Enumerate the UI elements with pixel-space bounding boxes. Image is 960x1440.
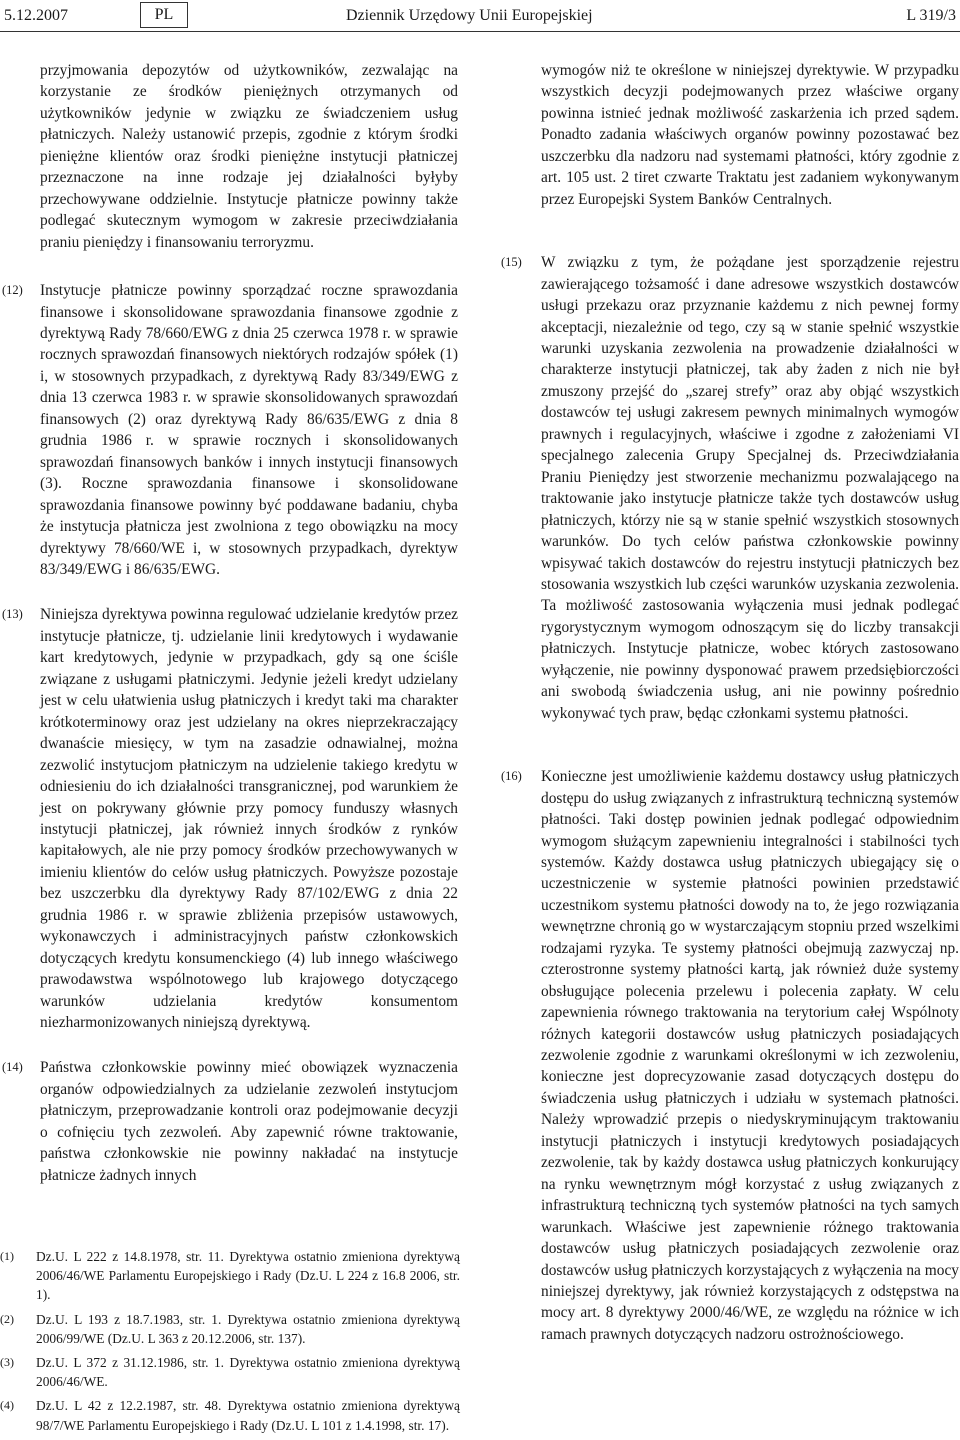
- recital-number: (16): [501, 769, 522, 784]
- recital-14: [2, 1057, 458, 1186]
- recital-number: (13): [2, 607, 23, 622]
- recital-continued-left: [40, 60, 458, 253]
- recital-text: Konieczne jest umożliwienie każdemu dostawcy usług płatniczych dostępu do usług związanych z infrastrukturą techniczną systemów płatności. Taki dostęp powinien jednak podlegać odpowiednim wymogom służącym zapewnieniu integralności i stabilności tych systemów. Każdy dostawca usług płatniczych ubiegający się o uczestniczenie w systemie płatności powinien przedstawić uczestnikom systemu płatności dowody na to, że jego rozwiązania wewnętrzne chronią go w wystarczającym stopniu przed wszelkimi rodzajami ryzyka. Te systemy płatności obejmują zazwyczaj np. czterostronne systemy płatności kartą, jak również duże systemy obsługujące polecenia przelewu i polecenia zapłaty. W celu zapewnienia równego traktowania na terytorium całej Wspólnoty różnych kategorii dostawców usług płatniczych posiadających zezwolenie zgodnie z warunkami określonymi w ich zezwoleniu, konieczne jest doprecyzowanie zasad dotyczących dostępu do świadczenia usług płatniczych i udziału w systemach płatności. Należy wprowadzić przepis o niedyskryminującym traktowaniu instytucji płatniczych i instytucji kredytowych posiadających zezwolenie, tak by każdy dostawca usług płatniczych konkurujący na rynku wewnętrznym mógł korzystać z usług związanych z infrastrukturą techniczną tych systemów płatności na tych samych warunkach. Właściwe jest zapewnienie różnego traktowania dostawców usług płatniczych posiadających zezwolenie oraz dostawców usług płatniczych korzystających z wyłączenia na mocy niniejszej dyrektywy, jak również korzystających z odstępstwa na mocy art. 8 dyrektywy 2000/46/WE, ze względu na różnice w ich ramach prawnych dotyczących nadzoru ostrożnościowego.: [541, 768, 959, 1343]
- publication-date: 5.12.2007: [4, 7, 68, 24]
- footnote-text: Dz.U. L 193 z 18.7.1983, str. 1. Dyrektywa ostatnio zmieniona dyrektywą 2006/99/WE (Dz.U. L 363 z 20.12.2006, str. 137).: [36, 1311, 460, 1346]
- recital-text: W związku z tym, że pożądane jest sporządzenie rejestru zawierającego tożsamość i dane adresowe wszystkich dostawców usługi przekazu oraz przyznanie każdemu z nich pewnej formy akceptacji, niezależnie od tego, czy są w stanie spełnić wszystkie warunki uzyskania zezwolenia na prowadzenie działalności w charakterze instytucji płatniczej, tak aby żaden z nich nie był zmuszony przejść do „szarej strefy” oraz aby objąć wszystkich dostawców tej usługi zakresem pewnych minimalnych wymogów prawnych i regulacyjnych, właściwe i zgodne z założeniami VI specjalnego zalecenia Grupy Specjalnej ds. Przeciwdziałania Praniu Pieniędzy jest stworzenie mechanizmu pozwalającego na traktowanie jako instytucje płatnicze także tych dostawców usług płatniczych, którzy nie są w stanie spełnić wszystkich stosownych warunków. Do tych celów państwa członkowskie powinny wpisywać takich dostawców do rejestru instytucji płatniczych bez stosowania wszystkich lub części warunków uzyskania zezwolenia. Ta możliwość zastosowania wyłączenia musi jednak podlegać rygorystycznym wymogom odnoszącym się do liczby transakcji płatniczych. Instytucje płatnicze, wobec których zastosowano wyłączenie, nie powinny dysponować prawem przedsiębiorczości ani swobodą świadczenia usług, ani nie powinny pośrednio wykonywać tych praw, będąc członkami systemu płatności.: [541, 254, 959, 722]
- recital-16: [501, 766, 959, 1345]
- recital-text: Państwa członkowskie powinny mieć obowiązek wyznaczenia organów odpowiedzialnych za udzielanie zezwoleń instytucjom płatniczym, przeprowadzanie kontroli oraz podejmowanie decyzji o cofnięciu tych zezwoleń. Aby zapewnić równe traktowanie, państwa członkowskie nie powinny nakładać na instytucje płatnicze żadnych innych: [40, 1059, 458, 1184]
- recital-continued-right: [541, 60, 959, 210]
- recital-13: [2, 604, 458, 1033]
- footnote-text: Dz.U. L 222 z 14.8.1978, str. 11. Dyrektywa ostatnio zmieniona dyrektywą 2006/46/WE Parlamentu Europejskiego i Rady (Dz.U. L 224 z 16.8 2006, str. 1).: [36, 1249, 460, 1303]
- footnote-mark: (3): [0, 1355, 14, 1370]
- footnotes: [0, 1247, 460, 1440]
- footnote: [0, 1310, 460, 1348]
- right-column: [501, 60, 959, 1369]
- page-number: L 319/3: [906, 7, 956, 24]
- recital-12: [2, 280, 458, 580]
- footnote-mark: (1): [0, 1249, 14, 1263]
- page-header: [0, 0, 960, 32]
- recital-15: [501, 252, 959, 724]
- left-column: [2, 60, 458, 1210]
- footnote-mark: (4): [0, 1398, 14, 1413]
- recital-text: przyjmowania depozytów od użytkowników, zezwalając na korzystanie ze środków pieniężnych otrzymanych od użytkowników jedynie w związku ze świadczeniem usług płatniczych. Należy ustanowić przepis, zgodnie z którym środki pieniężne klientów oraz środki pieniężne instytucji płatniczej przeznaczone na inne rodzaje jej działalności byłyby przechowywane oddzielnie. Instytucje płatnicze powinny także podlegać skutecznym wymogom w zakresie przeciwdziałania praniu pieniędzy i finansowaniu terroryzmu.: [40, 62, 458, 251]
- journal-title: Dziennik Urzędowy Unii Europejskiej: [346, 7, 593, 24]
- recital-text: Instytucje płatnicze powinny sporządzać roczne sprawozdania finansowe i skonsolidowane sprawozdania finansowe zgodnie z dyrektywą Rady 78/660/EWG z dnia 25 czerwca 1978 r. w sprawie rocznych sprawozdań finansowych niektórych rodzajów spółek (1) i, w stosownych przypadkach, z dyrektywą Rady 83/349/EWG z dnia 13 czerwca 1983 r. w sprawie skonsolidowanych sprawozdań finansowych (2) oraz dyrektywą Rady 86/635/EWG z dnia 8 grudnia 1986 r. w sprawie rocznych i skonsolidowanych sprawozdań finansowych banków i innych instytucji finansowych (3). Roczne sprawozdania finansowe i skonsolidowane sprawozdania finansowe powinny być poddawane badaniu, chyba że instytucja płatnicza jest zwolniona z tego obowiązku na mocy dyrektywy 78/660/WE i, w stosownych przypadkach, dyrektyw 83/349/EWG i 86/635/EWG.: [40, 282, 458, 578]
- footnote-mark: (2): [0, 1311, 14, 1326]
- footnote-text: Dz.U. L 42 z 12.2.1987, str. 48. Dyrektywa ostatnio zmieniona dyrektywą 98/7/WE Parlamentu Europejskiego i Rady (Dz.U. L 101 z 1.4.1998, str. 17).: [36, 1398, 460, 1433]
- footnote: [0, 1396, 460, 1434]
- recital-number: (15): [501, 255, 522, 270]
- footnote-text: Dz.U. L 372 z 31.12.1986, str. 1. Dyrektywa ostatnio zmieniona dyrektywą 2006/46/WE.: [36, 1355, 460, 1390]
- recital-text: wymogów niż te określone w niniejszej dyrektywie. W przypadku wszystkich decyzji podejmowanych przez właściwe organy powinna istnieć jednak możliwość zaskarżenia ich przed sądem. Ponadto zadania właściwych organów powinny pozostawać bez uszczerbku dla nadzoru nad systemami płatności, który zgodnie z art. 105 ust. 2 tiret czwarte Traktatu jest zadaniem wykonywanym przez Europejski System Banków Centralnych.: [541, 62, 959, 208]
- footnote: [0, 1247, 460, 1305]
- recital-number: (12): [2, 283, 23, 298]
- footnote: [0, 1353, 460, 1391]
- language-badge: PL: [140, 2, 188, 28]
- recital-text: Niniejsza dyrektywa powinna regulować udzielanie kredytów przez instytucje płatnicze, tj. udzielanie linii kredytowych i wydawanie kart kredytowych, jedynie w przypadkach, gdy są one ściśle związane z usługami płatniczymi. Jedynie jeżeli kredyt udzielany jest w celu ułatwienia usług płatniczych i kredyt taki ma charakter krótkoterminowy oraz jest udzielany na okres nieprzekraczający dwanaście miesięcy, w tym na zasadzie odnawialnej, można zezwolić instytucjom płatniczym na udzielenie takiego kredytu w odniesieniu do ich działalności transgranicznej, pod warunkiem że jest on pokrywany głównie przy pomocy funduszy własnych instytucji płatniczej, jak również innych środków z rynków kapitałowych, ale nie przy pomocy środków przechowywanych w imieniu klientów do celów usług płatniczych. Powyższe pozostaje bez uszczerbku dla dyrektywy Rady 87/102/EWG z dnia 22 grudnia 1986 r. w sprawie zbliżenia przepisów ustawowych, wykonawczych i administracyjnych państw członkowskich dotyczących kredytu konsumenckiego (4) lub innego właściwego prawodawstwa wspólnotowego lub krajowego dotyczącego warunków udzielania kredytów konsumentom niezharmonizowanych niniejszą dyrektywą.: [40, 606, 458, 1032]
- recital-number: (14): [2, 1060, 23, 1075]
- header-rule: [0, 31, 960, 32]
